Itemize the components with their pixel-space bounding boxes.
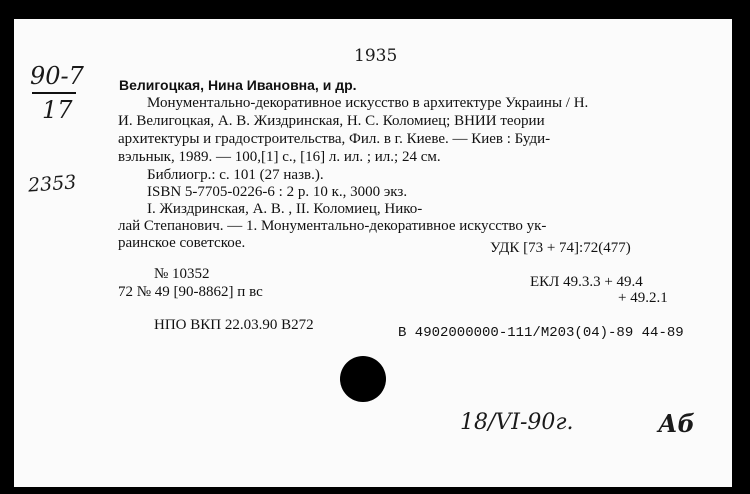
added-entry-line-3: раинское советское. [118, 235, 246, 251]
isbn-line: ISBN 5-7705-0226-6 : 2 р. 10 к., 3000 экз. [147, 184, 408, 200]
shelf-mark-top: 90-7 [30, 62, 84, 90]
shelf-mark-divider [32, 92, 76, 94]
bibliography-note: Библиогр.: с. 101 (27 назв.). [147, 167, 324, 183]
added-entry-line-1: I. Жиздринская, А. В. , II. Коломиец, Нико- [147, 201, 423, 217]
card-punch-hole [340, 356, 386, 402]
copy-number: 1935 [354, 46, 398, 66]
ekl-line-2: + 49.2.1 [618, 290, 668, 306]
b-code-line: В 4902000000-111/М203(04)-89 44-89 [398, 325, 684, 341]
ekl-line-1: ЕКЛ 49.3.3 + 49.4 [530, 274, 643, 290]
shelf-mark-bottom: 17 [42, 96, 73, 124]
handwritten-initials: Аб [658, 409, 695, 438]
description-line-4: вэльнык, 1989. — 100,[1] с., [16] л. ил. ; ил.; 24 см. [118, 149, 441, 165]
author-heading: Велигоцкая, Нина Ивановна, и др. [119, 77, 357, 93]
description-line-2: И. Велигоцкая, А. В. Жиздринская, Н. С. Коломиец; ВНИИ теории [118, 113, 545, 129]
handwritten-date: 18/VI-90г. [460, 410, 574, 435]
npo-line: НПО ВКП 22.03.90 В272 [154, 317, 314, 333]
record-number: № 10352 [154, 266, 210, 282]
udk-classification: УДК [73 + 74]:72(477) [490, 240, 631, 256]
description-line-1: Монументально-декоративное искусство в архитектуре Украины / Н. [147, 95, 589, 111]
catalog-card [14, 19, 732, 487]
registry-line: 72 № 49 [90-8862] п вс [118, 284, 263, 300]
added-entry-line-2: лай Степанович. — 1. Монументально-декоративное искусство ук- [118, 218, 547, 234]
inventory-mark: 2353 [27, 171, 78, 197]
description-line-3: архитектуры и градостроительства, Фил. в г. Киеве. — Киев : Буди- [118, 131, 551, 147]
